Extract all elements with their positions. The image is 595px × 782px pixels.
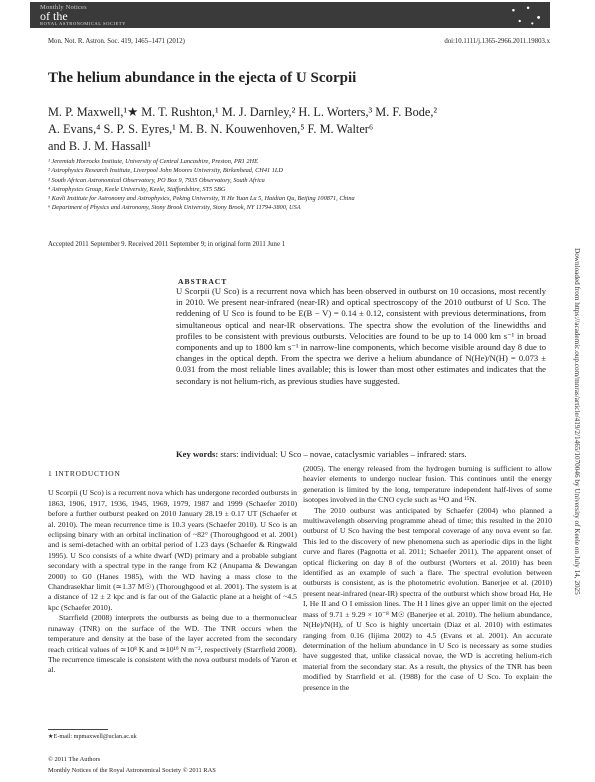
citation-line: Mon. Not. R. Astron. Soc. 419, 1465–1471 (2012): [48, 38, 185, 45]
section-heading-introduction: 1 INTRODUCTION: [48, 469, 121, 478]
author-line-2: A. Evans,⁴ S. P. S. Eyres,¹ M. B. N. Kouwenhoven,⁵ F. M. Walter⁶: [48, 122, 374, 136]
abstract-heading: ABSTRACT: [178, 277, 228, 286]
starfield-logo-icon: [505, 3, 547, 27]
author-line-1: M. P. Maxwell,¹★ M. T. Rushton,¹ M. J. Darnley,² H. L. Worters,³ M. F. Bode,²: [48, 105, 438, 119]
author-line-3: and B. J. M. Hassall¹: [48, 139, 152, 153]
affiliations: [48, 157, 518, 213]
keywords-text: stars: individual: U Sco – novae, cataclysmic variables – infrared: stars.: [220, 449, 467, 459]
doi-link[interactable]: doi:10.1111/j.1365-2966.2011.19803.x: [444, 38, 550, 45]
banner-of-the: of the: [40, 9, 68, 23]
affiliation-2: ² Astrophysics Research Institute, Liverpool John Moores University, Birkenhead, CH41 1LD: [48, 167, 283, 175]
copyright-authors: © 2011 The Authors: [48, 756, 101, 763]
keywords-label: Key words:: [176, 449, 219, 459]
banner-journal-name: Monthly Notices: [40, 4, 87, 11]
keywords: [176, 449, 546, 459]
footnote-divider: [48, 729, 108, 730]
affiliation-4: ⁴ Astrophysics Group, Keele University, Keele, Staffordshire, ST5 5BG: [48, 185, 226, 193]
intro-paragraph-2: Starrfield (2008) interprets the outbursts as being due to a thermonuclear runaway (TNR) on the surface of the WD. The TNR occurs when the temperature and density at the base of the layer accreted from the secondary reach critical values of ≃10⁸ K and ≃10¹⁹ N m⁻², respectively (Starrfield 2008). The recurrence timescale is consistent with the nova outburst models of Yaron et al.: [48, 613, 297, 675]
affiliation-5: ⁵ Kavli Institute for Astronomy and Astrophysics, Peking University, Yi He Yuan Lu 5, Haidian Qu, Beijing 100871, China: [48, 195, 355, 203]
download-side-note: [571, 248, 583, 718]
intro-paragraph-3: (2005). The energy released from the hydrogen burning is sufficient to allow heavier elements to undergo nuclear fusion. This continues until the energy generation is limited by the long, temperature independent half-lives of some isotopes involved in the CNO cycle such as ¹⁴O and ¹⁵N.: [303, 464, 552, 505]
intro-paragraph-4: The 2010 outburst was anticipated by Schaefer (2004) who planned a multiwavelength observing programme ahead of time; this resulted in the 2010 outburst of U Sco having the best temporal coverage of any nova event so far. This led to the discovery of new phenomena such as aperiodic dips in the light curve and flares (Pagnotta et al. 2011; Schaefer 2011). The apparent onset of optical flickering on day 8 of the outburst (Worters et al. 2010) has been identified as an example of such a flare. The spectral evolution between outbursts is consistent, as is the photometric evolution. Banerjee et al. (2010) present near-infrared (near-IR) spectra of the outburst which show broad Hα, He I, He II and O I emission lines. The H I lines give an upper limit on the ejected mass of 9.71 ± 9.29 × 10⁻⁸ M☉ (Banerjee et al. 2010). The helium abundance, N(He)/N(H), of U Sco is highly uncertain (Diaz et al. 2010) with estimates ranging from 0.16 (Iijima 2002) to 4.5 (Evans et al. 2001). An accurate determination of the helium abundance in U Sco is necessary as some studies have suggested that, unlike classical novae, the WD is accreting helium-rich material from the secondary star. As a result, the physics of the TNR has been modified by Starrfield et al. (1988) for the case of U Sco. To explain the presence in the: [303, 505, 552, 692]
right-column: [303, 464, 552, 693]
submission-dates: Accepted 2011 September 9. Received 2011 September 9; in original form 2011 June 1: [48, 241, 286, 248]
intro-paragraph-1: U Scorpii (U Sco) is a recurrent nova which has undergone recorded outbursts in 1863, 1906, 1917, 1936, 1945, 1969, 1979, 1987 and 1999 (Schaefer 2010) before a further outburst peaked on 2010 January 28.19 ± 0.17 UT (Schaefer et al. 2010). The mean recurrence time is 10.3 years (Schaefer 2010). U Sco is an eclipsing binary with an orbital inclination of ~82° (Thoroughgood et al. 2001) and is semi-detached with an orbital period of 1.23 days (Schaefer & Ringwald 1995). U Sco consists of a white dwarf (WD) primary and a probable subgiant secondary with a spectral type in the range from K2 (Anupama & Dewangan 2000) to G0 (Hanes 1985), with the WD having a mass close to the Chandrasekhar limit (≃1.37 M☉) (Thoroughgood et al. 2001). The system is at a distance of 12 ± 2 kpc and is far out of the Galactic plane at a height of ~4.5 kpc (Schaefer 2010).: [48, 488, 297, 612]
abstract-body: U Scorpii (U Sco) is a recurrent nova which has been observed in outburst on 10 occasions, most recently in 2010. We present near-infrared (near-IR) and optical spectroscopy of the 2010 outburst of U Sco. The reddening of U Sco is found to be E(B − V) = 0.14 ± 0.12, consistent with previous determinations, from simultaneous optical and near-IR observations. The spectra show the evolution of the linewidths and profiles to be consistent with previous outbursts. Velocities are found to be up to 14 000 km s⁻¹ in broad components and up to 1800 km s⁻¹ in narrow-line components, which become visible around day 8 due to changes in the optical depth. From the spectra we derive a helium abundance of N(He)/N(H) = 0.073 ± 0.031 from the most reliable lines available; this is lower than most other estimates and indicates that the secondary is not helium-rich, as previous studies have suggested.: [176, 286, 546, 386]
banner-society-name: ROYAL ASTRONOMICAL SOCIETY: [40, 21, 126, 26]
affiliation-3: ³ South African Astronomical Observatory, PO Box 9, 7935 Observatory, South Africa: [48, 176, 265, 184]
affiliation-1: ¹ Jeremiah Horrocks Institute, University of Central Lancashire, Preston, PR1 2HE: [48, 158, 258, 165]
paper-title: The helium abundance in the ejecta of U Scorpii: [48, 70, 357, 86]
download-side-text[interactable]: Downloaded from https://academic.oup.com/mnras/article/419/2/1465/1070046 by University of Keele on July 14, 2025: [573, 248, 581, 595]
copyright-journal: Monthly Notices of the Royal Astronomical Society © 2011 RAS: [48, 767, 216, 774]
affiliation-6: ⁶ Department of Physics and Astronomy, Stony Brook University, Stony Brook, NY 11794-3800, USA: [48, 204, 301, 212]
email-footnote[interactable]: ★E-mail: mpmaxwell@uclan.ac.uk: [48, 733, 137, 740]
left-column: [48, 469, 297, 676]
